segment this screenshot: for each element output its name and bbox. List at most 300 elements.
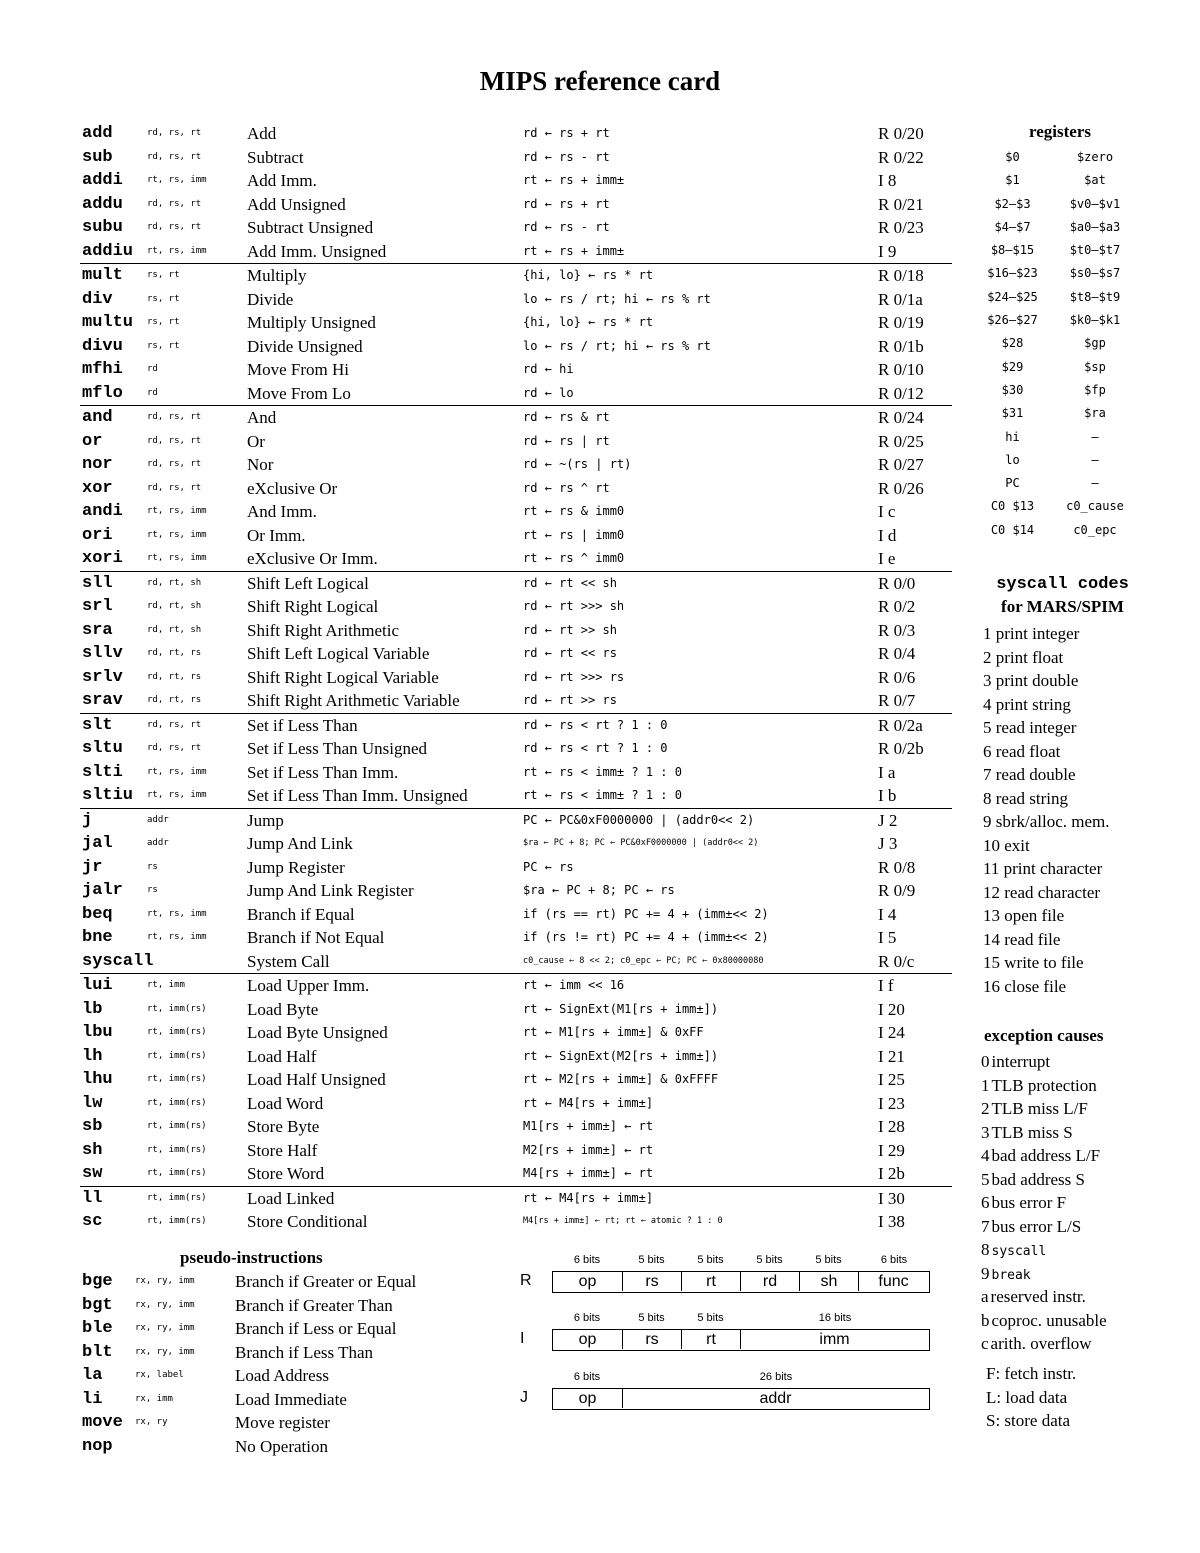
instruction-encoding: R 0/21 [878,194,924,214]
instruction-row [80,1045,952,1069]
instruction-semantics: rd ← rs - rt [523,220,610,234]
instruction-operands: rt, imm(rs) [147,1074,207,1084]
exception-item [981,1097,1107,1121]
instruction-semantics: $ra ← PC + 8; PC ← PC&0xF0000000 | (addr0<< 2) [523,838,759,848]
syscall-item: 10 exit [983,835,1030,855]
instruction-operands: rt, rs, imm [147,553,207,563]
format-j [520,1371,940,1419]
instruction-semantics: if (rs != rt) PC += 4 + (imm±<< 2) [523,930,769,944]
instruction-encoding: I 29 [878,1140,905,1160]
instruction-row [80,856,952,880]
instruction-mnemonic: subu [82,218,123,237]
instruction-operands: addr [147,814,169,825]
register-name: $t8–$t9 [1069,289,1121,304]
register-number: PC [1005,476,1020,491]
exception-code: 8 [981,1240,990,1259]
exception-item [981,1238,1107,1262]
format-field: rs [623,1272,682,1291]
format-bits-label: 16 bits [818,1312,852,1324]
instruction-mnemonic: lbu [82,1023,113,1042]
format-bits-label: 6 bits [573,1254,601,1266]
register-number: lo [1005,452,1020,467]
register-name: $s0–$s7 [1069,266,1121,281]
register-row [975,216,1145,239]
instruction-mnemonic: bne [82,928,113,947]
instruction-encoding: I 38 [878,1212,905,1231]
instruction-encoding: I a [878,762,896,782]
instruction-encoding: I 9 [878,241,897,261]
syscall-item: 4 print string [983,694,1071,714]
instruction-row [80,619,952,643]
instruction-semantics: rt ← M4[rs + imm±] [523,1190,654,1205]
pseudo-name: Branch if Greater Than [235,1295,393,1315]
instruction-operands: rd, rs, rt [147,459,202,469]
pseudo-name: Move register [235,1413,330,1432]
pseudo-row [80,1317,500,1341]
instruction-row [80,571,952,596]
instruction-encoding: R 0/18 [878,266,924,285]
exception-item [981,1144,1107,1168]
exception-item [981,1262,1107,1286]
instruction-row [80,950,952,974]
instruction-mnemonic: sll [82,573,113,593]
instruction-name: Branch if Not Equal [247,928,385,947]
instruction-operands: rt, imm(rs) [147,1003,207,1014]
instruction-semantics: rd ← rs + rt [523,126,610,140]
instruction-row [80,500,952,524]
instruction-row [80,146,952,170]
instruction-row [80,832,952,856]
instruction-row [80,122,952,146]
instruction-operands: rt, imm(rs) [147,1216,207,1226]
instruction-encoding: J 2 [878,810,898,830]
instruction-mnemonic: mflo [82,383,123,403]
exception-item [981,1074,1107,1098]
instruction-mnemonic: sub [82,147,113,167]
instruction-encoding: I 2b [878,1164,905,1183]
format-field: rs [623,1330,682,1349]
pseudo-mnemonic: nop [82,1436,113,1456]
instruction-operands: rs, rt [147,293,180,304]
instruction-name: Add Imm. Unsigned [247,241,387,261]
register-row [975,262,1145,285]
instruction-semantics: rd ← rt << sh [523,575,617,590]
instruction-operands: rs [147,861,158,872]
instruction-name: Set if Less Than Unsigned [247,739,428,758]
instruction-semantics: c0_cause ← 8 << 2; c0_epc ← PC; PC ← 0x80000080 [523,955,764,966]
pseudo-instructions-table [80,1270,500,1458]
instruction-row [80,382,952,406]
exception-item [981,1121,1107,1145]
register-number: $0 [1005,150,1020,164]
pseudo-operands: rx, ry, imm [135,1323,195,1333]
instruction-semantics: rt ← rs < imm± ? 1 : 0 [523,788,682,802]
instruction-encoding: R 0/2b [878,739,924,758]
instruction-mnemonic: syscall [82,951,154,971]
format-field: imm [819,1331,850,1348]
instruction-semantics: rd ← rs < rt ? 1 : 0 [523,717,668,732]
format-field: op [553,1389,623,1408]
instruction-mnemonic: addu [82,194,123,214]
pseudo-mnemonic: blt [82,1342,113,1362]
exception-text: arith. overflow [990,1334,1092,1353]
instruction-encoding: I f [878,976,894,995]
register-name: $sp [1084,359,1106,374]
instruction-operands: rt, imm(rs) [147,1050,207,1061]
instruction-encoding: J 3 [878,834,898,853]
instruction-semantics: rt ← SignExt(M1[rs + imm±]) [523,1001,719,1016]
format-label: I [520,1330,525,1347]
register-name: $v0–$v1 [1069,196,1121,211]
instruction-operands: rd, rs, rt [147,743,202,753]
instruction-row [80,169,952,193]
format-field: op [553,1330,623,1349]
register-row [975,356,1145,379]
instruction-encoding: R 0/24 [878,408,924,427]
instruction-operands: rd, rt, rs [147,648,202,658]
exception-code: 2 [981,1099,990,1118]
instruction-encoding: R 0/12 [878,383,924,403]
syscall-item: 8 read string [983,788,1068,808]
exception-code: 7 [981,1216,990,1236]
instruction-operands: rd, rs, rt [147,412,202,422]
instruction-name: Shift Right Arithmetic Variable [247,691,460,710]
format-field: rd [741,1272,800,1291]
instruction-encoding: R 0/3 [878,620,916,640]
instruction-operands: rd, rs, rt [147,151,202,162]
exception-text: bus error L/S [991,1216,1082,1236]
instruction-encoding: R 0/4 [878,644,916,663]
exception-code: 1 [981,1075,990,1095]
instruction-mnemonic: lui [82,976,113,995]
instruction-semantics: rt ← rs & imm0 [523,504,625,518]
exception-code: 9 [981,1263,990,1283]
registers-title: registers [1029,122,1091,141]
instruction-encoding: R 0/26 [878,478,924,498]
instruction-row [80,879,952,903]
register-number: $29 [1001,359,1024,374]
register-number: hi [1005,429,1020,444]
instruction-row [80,358,952,382]
instruction-semantics: rd ← rt >>> rs [523,669,625,684]
instruction-semantics: PC ← PC&0xF0000000 | (addr0<< 2) [523,812,755,827]
instruction-name: Load Linked [247,1188,335,1208]
instruction-mnemonic: nor [82,455,113,474]
register-row [975,332,1145,355]
syscall-item: 2 print float [983,647,1064,667]
instruction-name: Shift Right Logical Variable [247,667,439,687]
instruction-operands: rd, rs, rt [147,435,202,446]
instruction-mnemonic: lh [82,1046,103,1066]
syscall-item: 3 print double [983,671,1079,690]
instruction-mnemonic: sltiu [82,786,134,805]
instruction-semantics: rd ← rt >> sh [523,622,617,637]
instruction-encoding: R 0/1a [878,289,923,309]
instruction-semantics: rt ← rs | imm0 [523,527,625,542]
instruction-operands: rd [147,387,158,398]
instruction-name: Add Unsigned [247,194,346,214]
instruction-operands: rt, imm(rs) [147,1192,207,1203]
syscall-item: 1 print integer [983,624,1080,643]
format-field: func [878,1273,909,1290]
instruction-operands: rd, rs, rt [147,128,202,138]
instruction-encoding: I b [878,786,897,805]
instruction-operands: addr [147,838,169,848]
exception-code: 4 [981,1146,990,1165]
exception-item [981,1050,1107,1074]
instruction-semantics: rd ← rs | rt [523,433,610,448]
instruction-mnemonic: sh [82,1140,103,1160]
register-name: $zero [1076,150,1114,164]
register-row [975,519,1145,542]
instruction-name: Divide Unsigned [247,336,363,356]
instruction-mnemonic: beq [82,904,113,924]
register-number: C0 $14 [990,522,1035,537]
register-number: $30 [1001,382,1024,397]
exception-code: 6 [981,1193,990,1212]
instruction-mnemonic: j [82,810,93,830]
exception-text: bad address L/F [991,1146,1101,1165]
instruction-encoding: I 4 [878,904,897,924]
instruction-row [80,998,952,1022]
instruction-row [80,595,952,619]
pseudo-operands: rx, ry, imm [135,1299,195,1310]
pseudo-mnemonic: bge [82,1272,113,1291]
instruction-name: Store Word [247,1164,325,1183]
instruction-mnemonic: jalr [82,881,123,900]
instruction-operands: rs, rt [147,340,180,351]
instruction-mnemonic: srl [82,597,113,616]
instruction-row [80,311,952,335]
instruction-semantics: rt ← rs < imm± ? 1 : 0 [523,764,682,779]
instruction-semantics: if (rs == rt) PC += 4 + (imm±<< 2) [523,906,769,921]
instruction-mnemonic: slt [82,715,113,735]
instruction-mnemonic: lb [82,999,103,1019]
instruction-mnemonic: sra [82,620,113,640]
pseudo-row [80,1270,500,1294]
pseudo-instructions-title: pseudo-instructions [180,1248,323,1267]
instruction-name: Shift Left Logical [247,573,369,593]
instruction-row [80,973,952,998]
format-r [520,1254,940,1302]
instruction-encoding: I 21 [878,1046,905,1066]
exception-note: L: load data [986,1387,1068,1407]
format-i [520,1312,940,1360]
format-field: sh [800,1272,859,1291]
format-field: rt [682,1330,741,1349]
format-field: addr [759,1390,792,1407]
exception-note: S: store data [986,1411,1071,1430]
exception-text: TLB miss S [991,1122,1073,1142]
instruction-operands: rt, rs, imm [147,245,207,256]
format-bits-label: 6 bits [573,1371,601,1383]
syscall-item: 14 read file [983,929,1061,949]
instruction-name: Jump Register [247,857,345,877]
instruction-name: Move From Hi [247,360,349,379]
instruction-row [80,1021,952,1045]
instruction-mnemonic: jal [82,834,113,853]
instruction-name: Load Byte [247,999,319,1019]
instruction-name: Store Byte [247,1117,320,1136]
instruction-row [80,335,952,359]
format-box [552,1388,930,1410]
instruction-mnemonic: xor [82,478,113,498]
exception-item [981,1215,1107,1239]
register-number: $26–$27 [987,313,1038,328]
instruction-mnemonic: xori [82,549,123,568]
instruction-name: Jump [247,810,284,830]
instruction-operands: rd, rs, rt [147,198,202,209]
exception-code: a [981,1287,989,1306]
pseudo-row [80,1341,500,1365]
syscall-item: 15 write to file [983,953,1084,972]
instruction-operands: rs [147,885,158,895]
instruction-semantics: rd ← rs - rt [523,149,610,164]
instruction-name: eXclusive Or [247,478,338,498]
exception-notes [986,1362,1076,1433]
instruction-operands: rs, rt [147,317,180,327]
instruction-operands: rt, imm [147,980,185,990]
exception-code: c [981,1334,989,1353]
instruction-semantics: {hi, lo} ← rs * rt [523,315,654,329]
register-row [975,146,1145,169]
instruction-mnemonic: multu [82,313,134,332]
instruction-operands: rt, rs, imm [147,506,207,516]
instruction-row [80,1068,952,1092]
instruction-encoding: I d [878,525,897,545]
instruction-row [80,405,952,430]
instruction-name: Jump And Link Register [247,881,414,900]
instruction-encoding: R 0/19 [878,313,924,332]
register-row [975,286,1145,309]
exception-text: break [991,1267,1031,1283]
exception-item [981,1309,1107,1333]
instruction-mnemonic: lhu [82,1070,113,1089]
exception-text: bad address S [991,1169,1085,1189]
syscall-codes-list [983,622,1110,998]
pseudo-operands: rx, ry, imm [135,1276,195,1286]
instruction-name: Store Conditional [247,1212,368,1231]
register-name: $k0–$k1 [1069,313,1121,328]
instruction-operands: rd, rt, sh [147,624,202,635]
instruction-row [80,808,952,833]
instruction-encoding: R 0/1b [878,336,924,356]
pseudo-row [80,1435,500,1459]
pseudo-operands: rx, ry, imm [135,1346,195,1357]
instruction-row [80,903,952,927]
instruction-name: Store Half [247,1140,318,1160]
register-row [975,449,1145,472]
instruction-name: Shift Right Logical [247,597,379,616]
instruction-row [80,1210,952,1234]
instruction-semantics: rd ← hi [523,362,574,376]
instruction-row [80,926,952,950]
instruction-encoding: I 20 [878,999,905,1019]
instruction-row [80,263,952,288]
register-number: $4–$7 [994,219,1031,234]
instruction-operands: rt, imm(rs) [147,1097,207,1108]
instruction-encoding: I 30 [878,1188,905,1208]
pseudo-name: Load Address [235,1366,329,1385]
exception-text: interrupt [991,1052,1051,1071]
instruction-row [80,1092,952,1116]
instruction-operands: rt, imm(rs) [147,1144,207,1155]
instruction-name: Load Word [247,1093,324,1113]
instruction-semantics: lo ← rs / rt; hi ← rs % rt [523,291,711,306]
syscall-item: 9 sbrk/alloc. mem. [983,812,1110,831]
register-name: c0_epc [1073,522,1117,537]
register-number: $16–$23 [987,266,1038,281]
instruction-name: Set if Less Than Imm. [247,762,399,782]
instruction-mnemonic: slti [82,762,123,782]
instruction-semantics: rd ← rt >> rs [523,693,617,707]
instruction-semantics: rt ← imm << 16 [523,978,625,992]
pseudo-name: Branch if Less Than [235,1342,374,1362]
syscall-item: 16 close file [983,976,1067,996]
format-bits-label: 5 bits [756,1254,783,1266]
instruction-encoding: I 8 [878,171,897,190]
register-row [975,495,1145,518]
instruction-row [80,1186,952,1211]
format-bits-label: 5 bits [697,1254,724,1266]
instruction-name: Multiply [247,266,307,285]
instruction-name: Jump And Link [247,834,353,853]
register-name: c0_cause [1066,499,1124,514]
format-field: rt [682,1272,741,1291]
instruction-semantics: rd ← rs & rt [523,410,610,424]
instruction-encoding: I 24 [878,1023,905,1042]
register-name: $gp [1084,336,1106,351]
instruction-mnemonic: jr [82,857,103,877]
instruction-name: Shift Left Logical Variable [247,644,430,663]
instruction-operands: rt, rs, imm [147,790,207,800]
instruction-operands: rt, rs, imm [147,908,207,919]
instruction-encoding: R 0/20 [878,124,924,143]
instruction-row [80,642,952,666]
instruction-operands: rd, rs, rt [147,482,202,493]
pseudo-row [80,1388,500,1412]
instruction-mnemonic: and [82,408,113,427]
instruction-operands: rt, imm(rs) [147,1027,207,1037]
instruction-semantics: M4[rs + imm±] ← rt; rt ← atomic ? 1 : 0 [523,1216,723,1226]
pseudo-name: No Operation [235,1436,329,1456]
exception-causes-title: exception causes [984,1026,1104,1045]
instruction-semantics: rd ← rt >>> sh [523,599,625,613]
instruction-mnemonic: addi [82,171,123,190]
instruction-name: Multiply Unsigned [247,313,376,332]
register-row [975,472,1145,495]
register-number: $28 [1001,336,1024,351]
instruction-encoding: R 0/7 [878,691,916,710]
instruction-semantics: rt ← M4[rs + imm±] [523,1095,654,1110]
format-field: op [553,1272,623,1291]
instruction-name: Or [247,431,265,451]
syscall-item: 5 read integer [983,718,1077,737]
instruction-mnemonic: add [82,124,113,143]
instruction-encoding: I 28 [878,1117,905,1136]
format-bits-label: 26 bits [759,1371,793,1383]
register-name: $t0–$t7 [1069,243,1121,258]
pseudo-mnemonic: move [82,1413,123,1432]
format-bits-label: 5 bits [638,1312,665,1324]
pseudo-name: Load Immediate [235,1389,347,1409]
instruction-mnemonic: srlv [82,667,123,687]
instruction-row [80,430,952,454]
instruction-row [80,1162,952,1186]
instruction-name: Subtract Unsigned [247,218,374,237]
format-label: J [520,1389,528,1406]
instruction-name: eXclusive Or Imm. [247,549,378,568]
